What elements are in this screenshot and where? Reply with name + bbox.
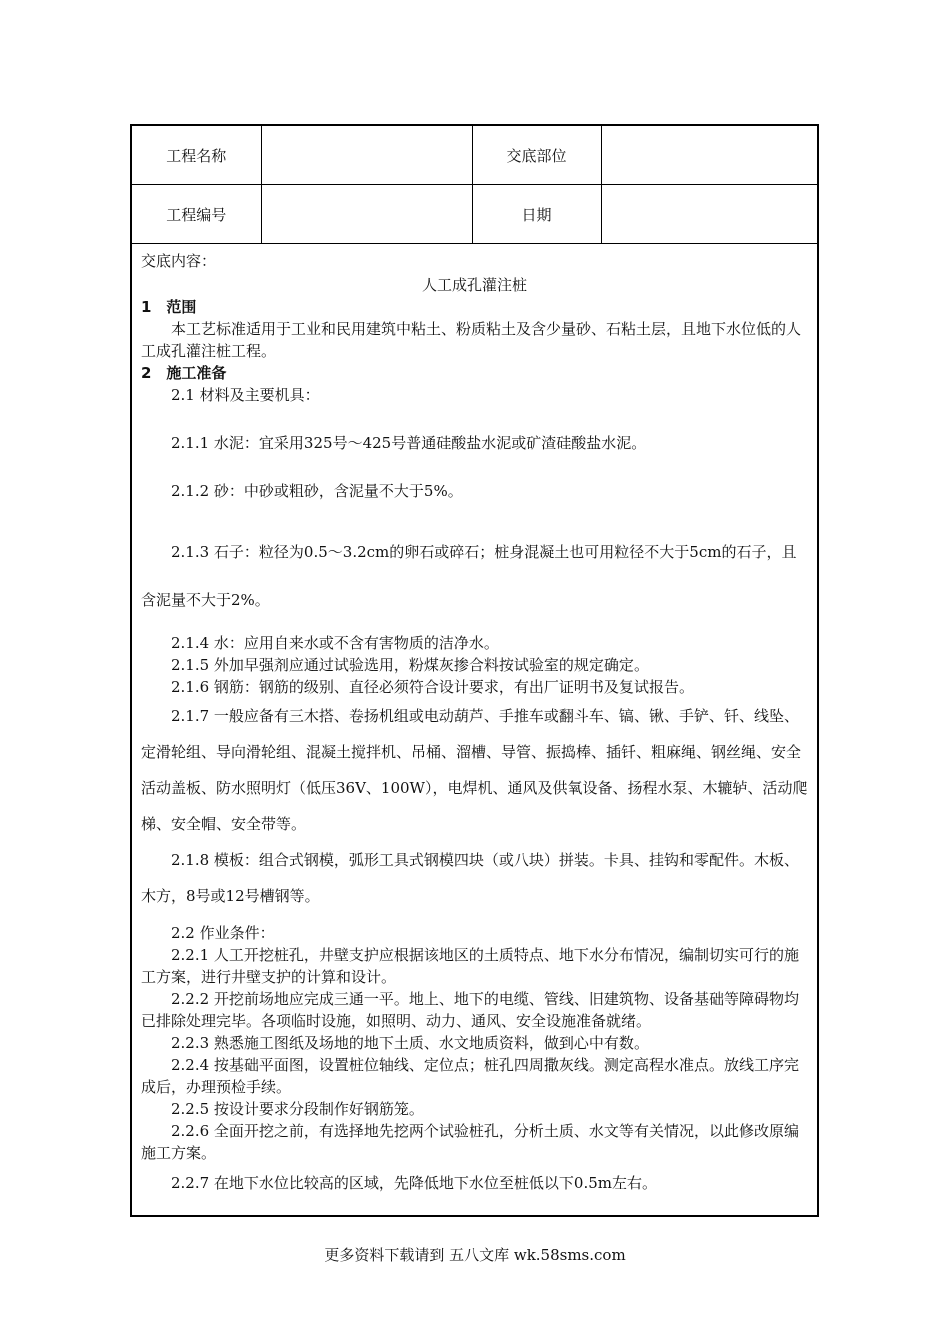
- section-2-1-1: 2.1.1 水泥：宜采用325号～425号普通硅酸盐水泥或矿渣硅酸盐水泥。: [171, 434, 647, 452]
- project-name-field[interactable]: [261, 126, 472, 185]
- project-name-label: 工程名称: [132, 126, 261, 185]
- footer-link[interactable]: 更多资料下载请到 五八文库 wk.58sms.com: [324, 1246, 626, 1264]
- section-2-2-1: 2.2.1 人工开挖桩孔，井壁支护应根据该地区的土质特点、地下水分布情况，编制切实可行的施工方案，进行井壁支护的计算和设计。: [141, 946, 799, 986]
- section-2-2-7: 2.2.7 在地下水位比较高的区域，先降低地下水位至桩低以下0.5m左右。: [171, 1174, 658, 1192]
- project-no-field[interactable]: [261, 185, 472, 244]
- disclosure-form: [130, 124, 819, 1217]
- content-label: 交底内容：: [141, 252, 217, 270]
- section-2-1-6: 2.1.6 钢筋：钢筋的级别、直径必须符合设计要求，有出厂证明书及复试报告。: [171, 678, 694, 696]
- project-no-label: 工程编号: [132, 185, 261, 244]
- section-2-2: 2.2 作业条件：: [171, 924, 275, 942]
- section-2-1-5: 2.1.5 外加早强剂应通过试验选用，粉煤灰掺合料按试验室的规定确定。: [171, 656, 649, 674]
- document-title: 人工成孔灌注桩: [421, 276, 527, 294]
- section-2-2-4: 2.2.4 按基础平面图，设置桩位轴线、定位点；桩孔四周撒灰线。测定高程水准点。放线工序完成后，办理预检手续。: [141, 1056, 799, 1096]
- section-1-heading: 1 范围: [141, 298, 197, 316]
- section-2-1-4: 2.1.4 水：应用自来水或不含有害物质的洁净水。: [171, 634, 499, 652]
- section-2-1-3: 2.1.3 石子：粒径为0.5～3.2cm的卵石或碎石；桩身混凝土也可用粒径不大于5cm的石子，且含泥量不大于2%。: [141, 543, 797, 609]
- content-body: [132, 244, 817, 1194]
- section-2-2-6: 2.2.6 全面开挖之前，有选择地先挖两个试验桩孔，分析土质、水文等有关情况，以此修改原编施工方案。: [141, 1122, 799, 1162]
- section-1-text: 本工艺标准适用于工业和民用建筑中粘土、粉质粘土及含少量砂、石粘土层，且地下水位低的人工成孔灌注桩工程。: [141, 320, 802, 360]
- header-row-1: [132, 126, 817, 185]
- section-2-1-7: 2.1.7 一般应备有三木搭、卷扬机组或电动葫芦、手推车或翻斗车、镐、锹、手铲、钎、线坠、定滑轮组、导向滑轮组、混凝土搅拌机、吊桶、溜槽、导管、振捣棒、插钎、粗麻绳、钢丝绳、安全活动盖板、防水照明灯（低压36V、100W），电焊机、通风及供氧设备、扬程水泵、木辘轳、活动爬梯、安全帽、安全带等。: [141, 707, 808, 833]
- section-2-2-2: 2.2.2 开挖前场地应完成三通一平。地上、地下的电缆、管线、旧建筑物、设备基础等障碍物均已排除处理完毕。各项临时设施，如照明、动力、通风、安全设施准备就绪。: [141, 990, 799, 1030]
- section-2-1-2: 2.1.2 砂：中砂或粗砂，含泥量不大于5%。: [171, 482, 463, 500]
- disclosure-part-label: 交底部位: [472, 126, 601, 185]
- section-2-1-8: 2.1.8 模板：组合式钢模，弧形工具式钢模四块（或八块）拼装。卡具、挂钩和零配件。木板、木方，8号或12号槽钢等。: [141, 851, 799, 905]
- header-row-2: [132, 185, 817, 244]
- section-2-heading: 2 施工准备: [141, 364, 227, 382]
- section-2-2-5: 2.2.5 按设计要求分段制作好钢筋笼。: [171, 1100, 424, 1118]
- date-field[interactable]: [601, 185, 817, 244]
- date-label: 日期: [472, 185, 601, 244]
- section-2-2-3: 2.2.3 熟悉施工图纸及场地的地下土质、水文地质资料，做到心中有数。: [171, 1034, 649, 1052]
- header-table: [132, 126, 817, 244]
- section-2-1: 2.1 材料及主要机具：: [171, 386, 320, 404]
- disclosure-part-field[interactable]: [601, 126, 817, 185]
